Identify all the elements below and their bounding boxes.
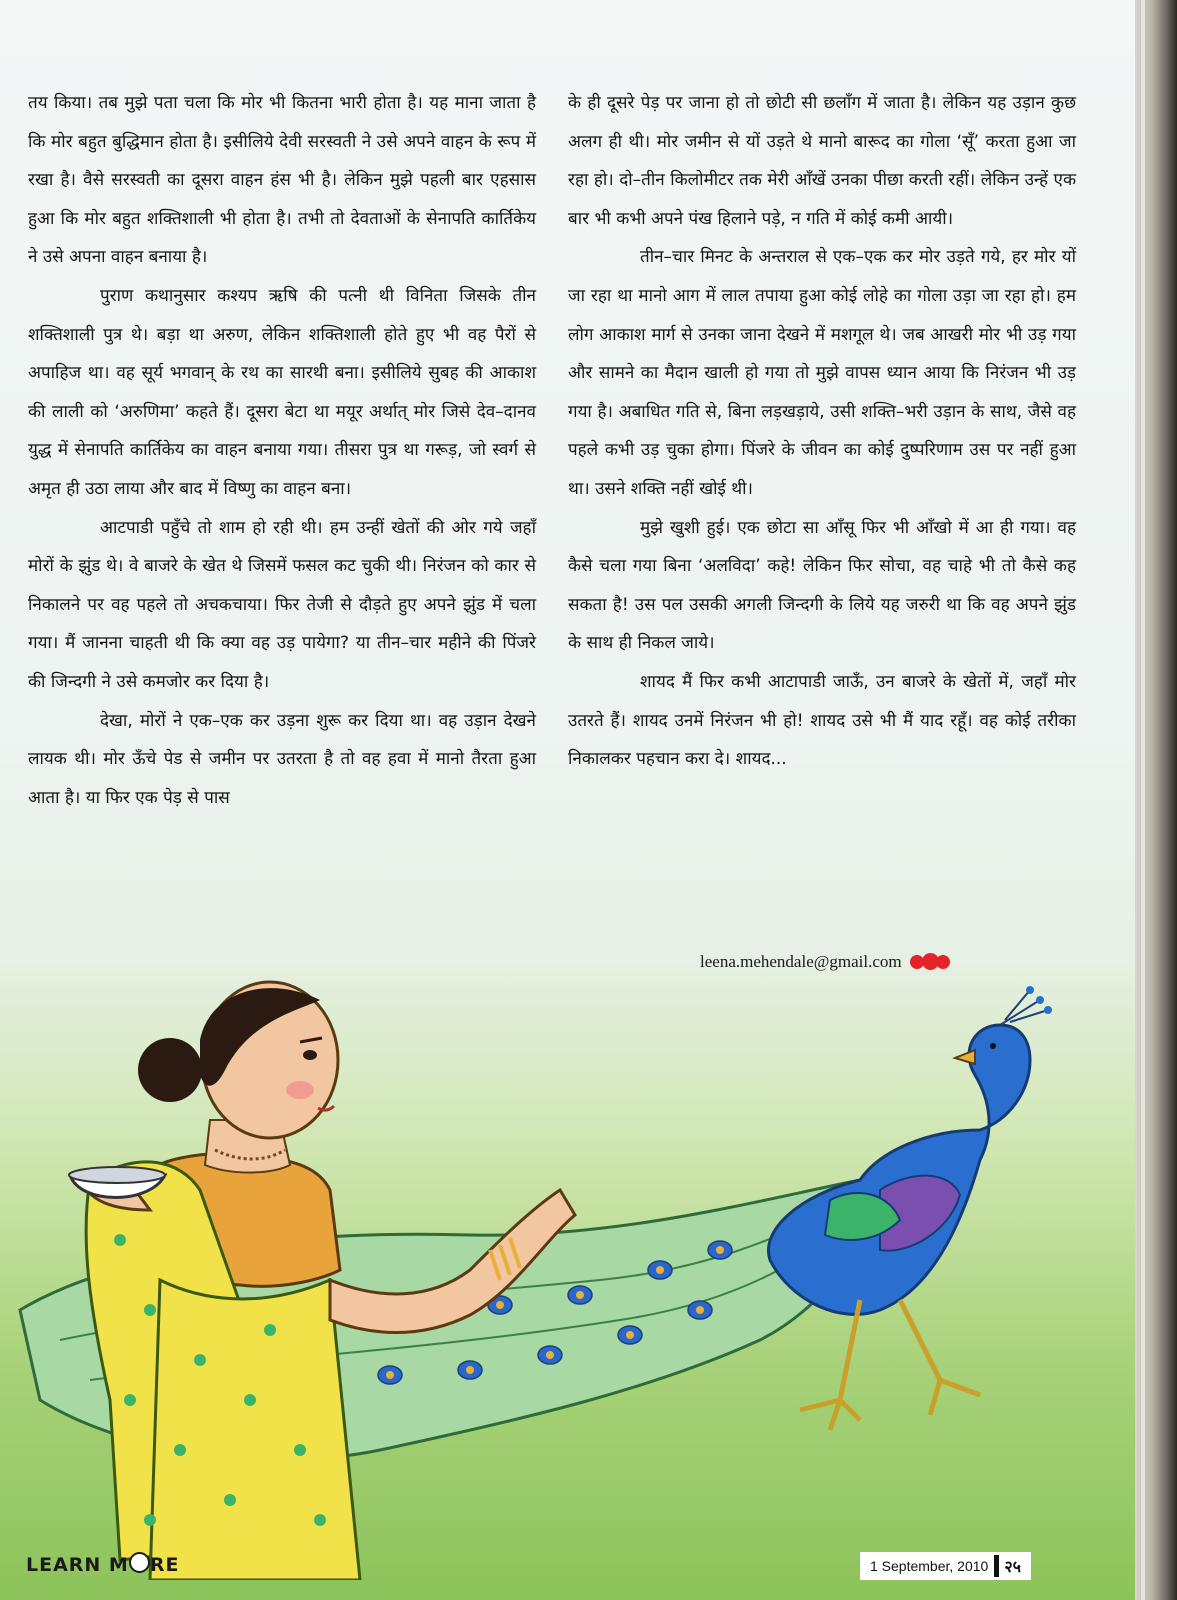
left-text-column — [28, 84, 536, 817]
author-email: leena.mehendale@gmail.com — [700, 952, 902, 971]
issue-date: 1 September, 2010 — [870, 1558, 989, 1574]
paragraph: के ही दूसरे पेड़ पर जाना हो तो छोटी सी छलाँग में जाता है। लेकिन यह उड़ान कुछ अलग ही थी। मोर जमीन से यों उड़ते थे मानो बारूद का गोला ‘सूँ’ करता हुआ जा रहा हो। दो–तीन किलोमीटर तक मेरी आँखें उनका पीछा करती रहीं। लेकिन उन्हें एक बार भी कभी अपने पंख हिलाने पड़े, न गति में कोई कमी आयी। — [568, 93, 1076, 229]
paragraph: शायद मैं फिर कभी आटापाडी जाऊँ, उन बाजरे के खेतों में, जहाँ मोर उतरते हैं। शायद उनमें निरंजन भी हो! शायद उसे भी मैं याद रहूँ। वह कोई तरीका निकालकर पहचान करा दे। शायद... — [568, 671, 1076, 770]
logo-text-left: LEARN M — [26, 1554, 129, 1576]
right-text-column — [568, 84, 1076, 779]
paragraph: देखा, मोरों ने एक–एक कर उड़ना शुरू कर दिया था। वह उड़ान देखने लायक थी। मोर ऊँचे पेड से जमीन पर उतरता है तो वह हवा में मानो तैरता हुआ आता है। या फिर एक पेड़ से पास — [28, 710, 536, 808]
peacock-icon — [768, 986, 1052, 1430]
page-number: २५ — [994, 1555, 1021, 1577]
author-credit — [700, 950, 954, 974]
paragraph: आटपाडी पहुँचे तो शाम हो रही थी। हम उन्हीं खेतों की ओर गये जहाँ मोरों के झुंड थे। वे बाजरे के खेत थे जिसमें फसल कट चुकी थी। निरंजन को कार से निकालने पर वह पहले तो अचकचाया। फिर तेजी से दौड़ते हुए अपने झुंड में चला गया। मैं जानना चाहती थी कि क्या वह उड़ पायेगा? या तीन–चार महीने की पिंजरे की जिन्दगी ने उसे कमजोर कर दिया है। — [28, 517, 536, 692]
logo-text-right: RE — [149, 1554, 180, 1576]
paragraph: पुराण कथानुसार कश्यप ऋषि की पत्नी थी विनिता जिसके तीन शक्तिशाली पुत्र थे। बड़ा था अरुण, लेकिन शक्तिशाली होते हुए भी वह पैरों से अपाहिज था। वह सूर्य भगवान् के रथ का सारथी बना। इसीलिये सुबह की आकाश की लाली को ‘अरुणिमा’ कहते हैं। दूसरा बेटा था मयूर अर्थात् मोर जिसे देव–दानव युद्ध में सेनापति कार्तिकेय का वाहन बनाया गया। तीसरा पुत्र था गरूड़, जो स्वर्ग से अमृत ही उठा लाया और बाद में विष्णु का वाहन बना। — [28, 285, 536, 499]
page-edge — [1135, 0, 1177, 1600]
woman-in-saree-icon — [80, 982, 575, 1580]
red-dots-icon — [910, 950, 954, 974]
paragraph: तीन–चार मिनट के अन्तराल से एक–एक कर मोर उड़ते गये, हर मोर यों जा रहा था मानो आग में लाल तपाया हुआ कोई लोहे का गोला उड़ा जा रहा हो। हम लोग आकाश मार्ग से उनका जाना देखने में मशगूल थे। जब आखरी मोर भी उड़ गया और सामने का मैदान खाली हो गया तो मुझे वापस ध्यान आया कि निरंजन भी उड़ गया है। अबाधित गति से, बिना लड़खड़ाये, उसी शक्ति–भरी उड़ान के साथ, जैसे वह पहले कभी उड़ चुका होगा। पिंजरे के जीवन का कोई दुष्परिणाम उस पर नहीं हुआ था। उसने शक्ति नहीं खोई थी। — [568, 247, 1076, 499]
illustration — [0, 980, 1135, 1580]
paragraph: मुझे खुशी हुई। एक छोटा सा आँसू फिर भी आँखो में आ ही गया। वह कैसे चला गया बिना ‘अलविदा’ कहे! लेकिन फिर सोचा, वह चाहे भी तो कैसे कह सकता है! उस पल उसकी अगली जिन्दगी के लिये यह जरुरी था कि वह अपने झुंड के साथ ही निकल जाये। — [568, 517, 1076, 654]
learn-more-logo — [26, 1552, 179, 1576]
logo-circle-icon — [129, 1552, 150, 1573]
paragraph: तय किया। तब मुझे पता चला कि मोर भी कितना भारी होता है। यह माना जाता है कि मोर बहुत बुद्धिमान होता है। इसीलिये देवी सरस्वती ने उसे अपने वाहन के रूप में रखा है। वैसे सरस्वती का दूसरा वाहन हंस भी है। लेकिन मुझे पहली बार एहसास हुआ कि मोर बहुत शक्तिशाली भी होता है। तभी तो देवताओं के सेनापति कार्तिकेय ने उसे अपना वाहन बनाया है। — [28, 93, 536, 268]
footer-date-box — [860, 1552, 1031, 1580]
